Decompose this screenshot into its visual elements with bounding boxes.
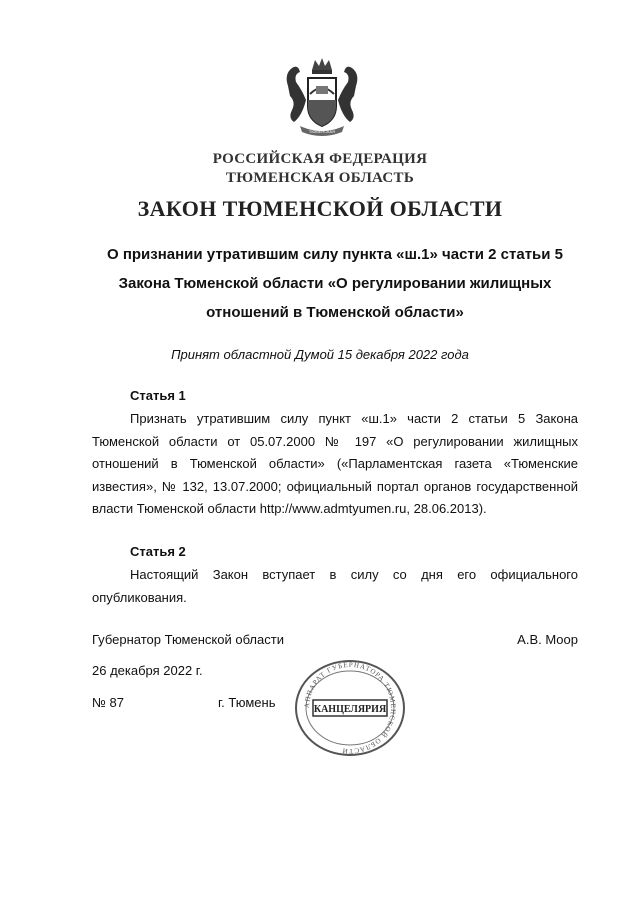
coat-of-arms-icon [280,56,364,140]
signatory-name: А.В. Моор [517,632,578,647]
law-subject: О признании утратившим силу пункта «ш.1» части 2 статьи 5 Закона Тюменской области «О регулировании жилищных отношений в Тюменской области» [106,246,564,321]
adoption-note: Принят областной Думой 15 декабря 2022 года [171,347,469,362]
signing-city: г. Тюмень [218,695,276,710]
region-header: ТЮМЕНСКАЯ ОБЛАСТЬ [225,170,415,186]
article-2-heading: Статья 2 [130,544,186,559]
signatory-position: Губернатор Тюменской области [92,632,284,647]
emblem-ribbon-text: ТЮМЕНСКАЯ [308,129,336,134]
stamp-ring-text: АППАРАТ ГУБЕРНАТОРА ТЮМЕНСКОЙ ОБЛАСТИ [302,660,398,756]
article-2-text: Настоящий Закон вступает в силу со дня его официального опубликования. [92,567,578,605]
law-number: № 87 [92,695,125,710]
office-stamp [293,658,407,758]
article-1-heading: Статья 1 [130,388,186,403]
stamp-center-text: КАНЦЕЛЯРИЯ [313,704,387,715]
law-title: ЗАКОН ТЮМЕНСКОЙ ОБЛАСТИ [137,196,503,221]
article-1-text: Признать утратившим силу пункт «ш.1» части 2 статьи 5 Закона Тюменской области от 05.07.2000 № 197 «О регулировании жилищных отношений в Тюменской области» («Парламентская газета «Тюменские известия», № 132, 13.07.2000; официальный портал органов государственной власти Тюменской области http://www.admtyumen.ru, 28.06.2013). [92,411,578,516]
country-header: РОССИЙСКАЯ ФЕДЕРАЦИЯ [212,151,428,167]
signing-date: 26 декабря 2022 г. [92,663,203,678]
